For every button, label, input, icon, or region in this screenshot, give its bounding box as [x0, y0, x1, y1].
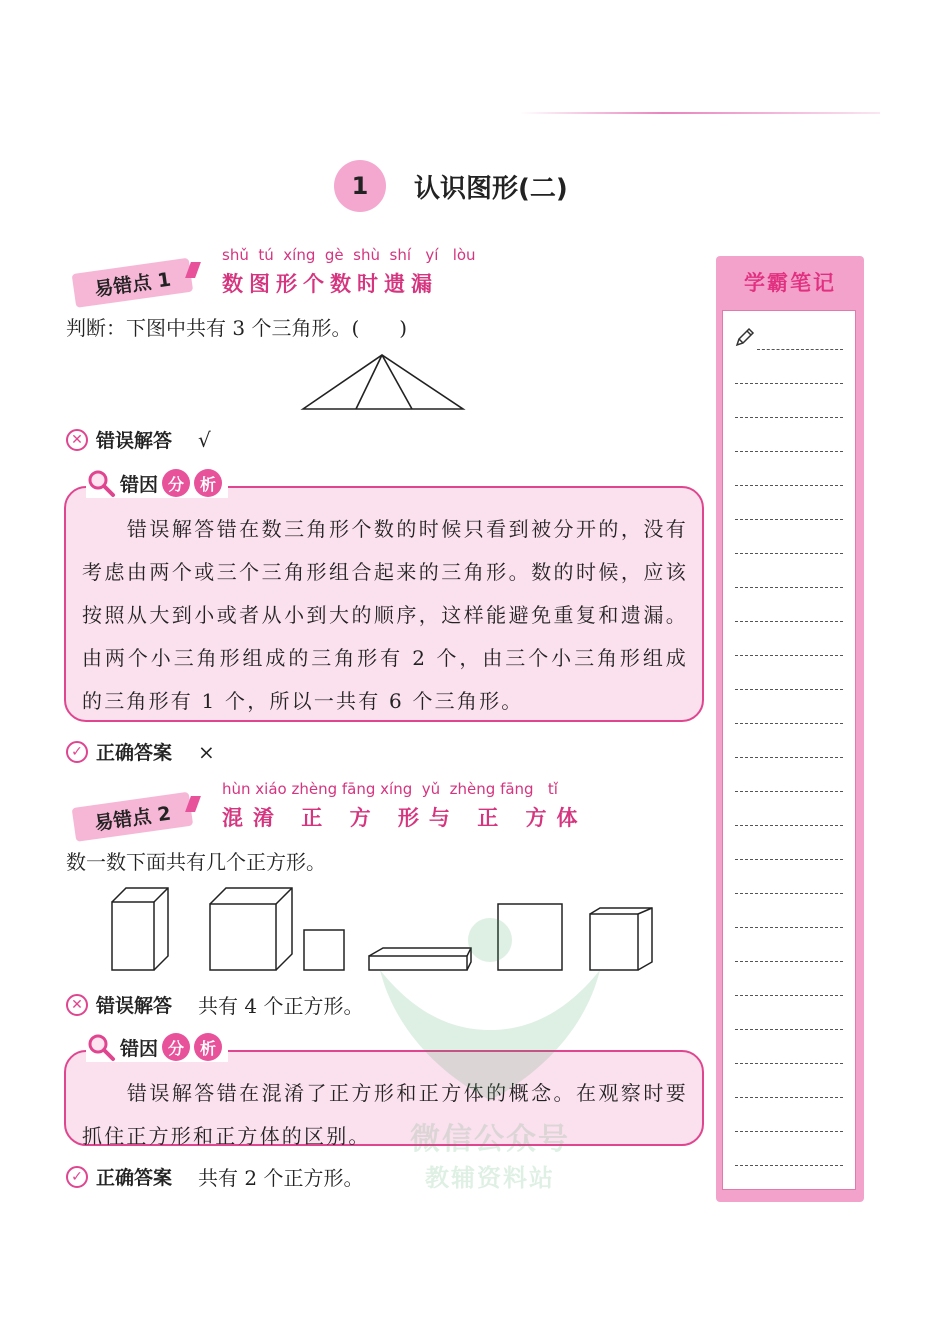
- notes-paper: [722, 310, 856, 1190]
- note-line: [735, 1165, 843, 1166]
- note-line: [735, 825, 843, 826]
- analysis-box-2: [64, 1050, 704, 1146]
- right-answer-label: 正确答案: [96, 1167, 173, 1189]
- question-1: 判断：下图中共有 3 个三角形。( ): [66, 316, 408, 340]
- note-line: [735, 621, 843, 622]
- watermark-text-2: 教辅资料站: [425, 1164, 555, 1192]
- check-circle-icon: ✓: [66, 1166, 88, 1188]
- right-answer-row-1: [66, 738, 215, 765]
- note-line: [735, 1097, 843, 1098]
- note-line: [735, 1131, 843, 1132]
- header-rule: [520, 112, 880, 114]
- check-circle-icon: ✓: [66, 741, 88, 763]
- wrong-answer-value: 共有 4 个正方形。: [198, 994, 364, 1018]
- magnifier-icon: [86, 468, 116, 498]
- analysis-badge-char: 析: [194, 1033, 222, 1061]
- analysis-badge-char: 分: [162, 1033, 190, 1061]
- note-line: [735, 893, 843, 894]
- note-line: [735, 757, 843, 758]
- analysis-box-1: [64, 486, 704, 722]
- pencil-icon: [733, 327, 755, 349]
- right-answer-label: 正确答案: [96, 742, 173, 764]
- note-line: [735, 587, 843, 588]
- analysis-badge-char: 分: [162, 469, 190, 497]
- note-line: [735, 655, 843, 656]
- note-line: [735, 791, 843, 792]
- error-point-tag-1: 易错点 1: [72, 258, 194, 308]
- note-line: [735, 689, 843, 690]
- error-point-tag-2: 易错点 2: [72, 792, 194, 842]
- wrong-answer-value: √: [198, 427, 211, 452]
- analysis-heading-2: [86, 1032, 228, 1062]
- note-line: [735, 451, 843, 452]
- x-circle-icon: ✕: [66, 429, 88, 451]
- topic-title-2: 混淆 正 方 形与 正 方体: [222, 806, 588, 830]
- note-line: [757, 349, 843, 350]
- topic-title-1: 数图形个数时遗漏: [222, 272, 438, 296]
- analysis-badge-char: 析: [194, 469, 222, 497]
- analysis-heading-1: [86, 468, 228, 498]
- note-line: [735, 723, 843, 724]
- topic-pinyin-1: shǔ tú xíng gè shù shí yí lòu: [222, 246, 476, 264]
- chapter-title: 认识图形(二): [414, 174, 568, 204]
- wrong-answer-label: 错误解答: [96, 995, 173, 1017]
- chapter-number: 1: [334, 160, 386, 212]
- topic-pinyin-2: hùn xiáo zhèng fāng xíng yǔ zhèng fāng tǐ: [222, 780, 558, 798]
- triangle-figure: [300, 352, 466, 412]
- right-answer-row-2: [66, 1162, 363, 1191]
- note-line: [735, 859, 843, 860]
- analysis-label: 错因: [120, 1037, 159, 1060]
- analysis-text-1: 错误解答错在数三角形个数的时候只看到被分开的，没有考虑由两个或三个三角形组合起来的三角形。数的时候，应该按照从大到小或者从小到大的顺序，这样能避免重复和遗漏。由两个小三角形组成的三角形有 2 个，由三个小三角形组成的三角形有 1 个，所以一共有 6 个三角形。: [82, 517, 688, 713]
- note-line: [735, 961, 843, 962]
- right-answer-value: 共有 2 个正方形。: [198, 1166, 364, 1190]
- note-line: [735, 383, 843, 384]
- wrong-answer-row-2: [66, 990, 363, 1019]
- note-line: [735, 519, 843, 520]
- note-line: [735, 553, 843, 554]
- note-line: [735, 485, 843, 486]
- question-2: 数一数下面共有几个正方形。: [66, 850, 326, 874]
- analysis-text-2: 错误解答错在混淆了正方形和正方体的概念。在观察时要抓住正方形和正方体的区别。: [82, 1081, 688, 1148]
- note-line: [735, 1029, 843, 1030]
- note-line: [735, 417, 843, 418]
- note-line: [735, 927, 843, 928]
- shapes-figure: [106, 884, 666, 978]
- magnifier-icon: [86, 1032, 116, 1062]
- notes-title: 学霸笔记: [744, 271, 836, 295]
- analysis-label: 错因: [120, 473, 159, 496]
- right-answer-value: ×: [198, 739, 215, 764]
- wrong-answer-row-1: [66, 426, 211, 453]
- x-circle-icon: ✕: [66, 994, 88, 1016]
- note-line: [735, 995, 843, 996]
- wrong-answer-label: 错误解答: [96, 430, 173, 452]
- note-line: [735, 1063, 843, 1064]
